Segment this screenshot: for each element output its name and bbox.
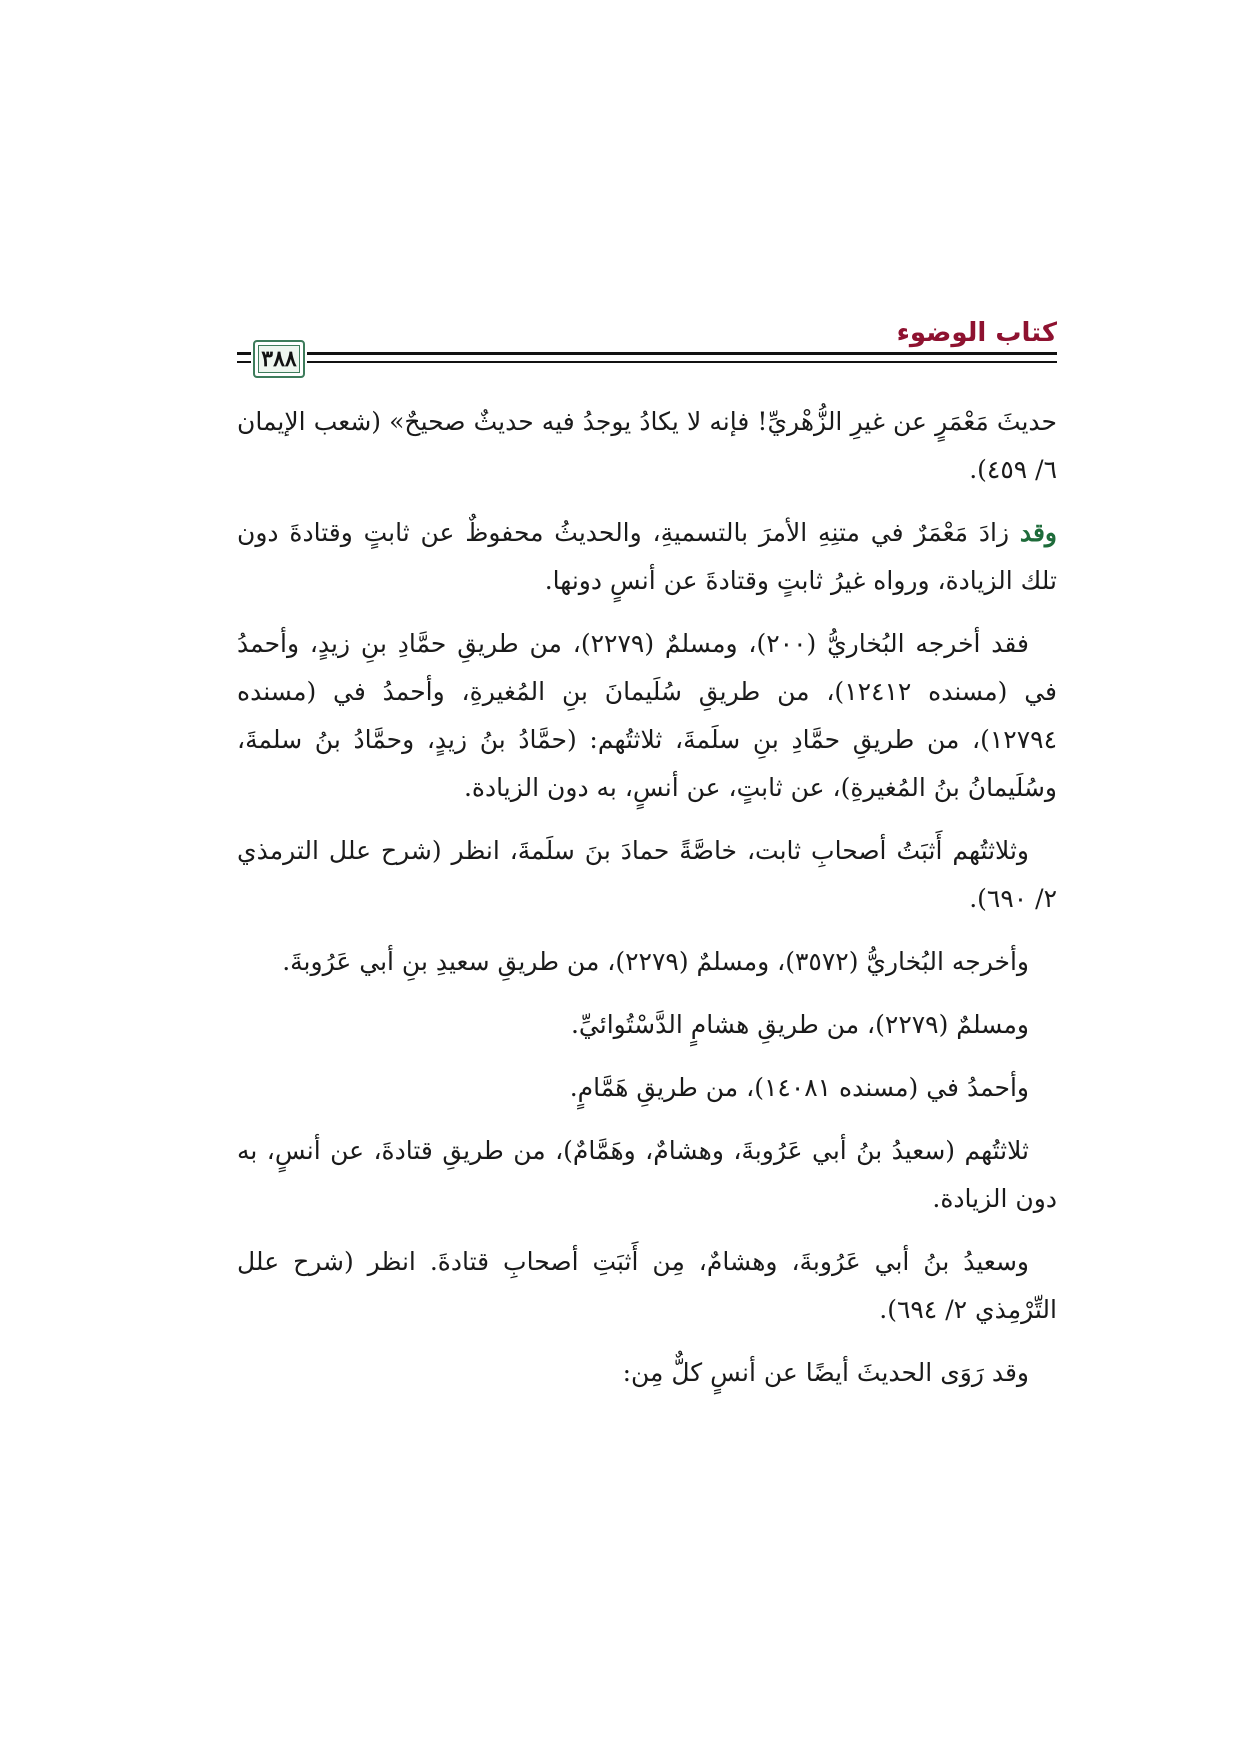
paragraph-7 bbox=[237, 1064, 1057, 1112]
paragraph-text: ومسلمٌ (٢٢٧٩)، من طريقِ هشامٍ الدَّسْتُوائيِّ. bbox=[570, 1010, 1029, 1039]
paragraph-lead-word: وقد bbox=[1019, 518, 1057, 547]
paragraph-10 bbox=[237, 1349, 1057, 1397]
paragraph-9 bbox=[237, 1238, 1057, 1334]
paragraph-text: وأخرجه البُخاريُّ (٣٥٧٢)، ومسلمٌ (٢٢٧٩)، من طريقِ سعيدِ بنِ أبي عَرُوبةَ. bbox=[282, 947, 1029, 976]
paragraph-text: وأحمدُ في (مسنده ١٤٠٨١)، من طريقِ هَمَّامٍ. bbox=[569, 1073, 1029, 1102]
paragraph-6 bbox=[237, 1001, 1057, 1049]
paragraph-text: زادَ مَعْمَرٌ في متنِهِ الأمرَ بالتسميةِ، والحديثُ محفوظٌ عن ثابتٍ وقتادةَ دون تلك الزيادة، ورواه غيرُ ثابتٍ وقتادةَ عن أنسٍ دونها. bbox=[237, 518, 1057, 595]
header-rule-thin bbox=[307, 361, 1057, 363]
paragraph-4 bbox=[237, 827, 1057, 923]
book-title: كتاب الوضوء bbox=[896, 318, 1057, 348]
paragraph-text: وقد رَوَى الحديثَ أيضًا عن أنسٍ كلٌّ مِن: bbox=[622, 1358, 1029, 1387]
paragraph-5 bbox=[237, 938, 1057, 986]
page-body bbox=[237, 398, 1057, 1412]
header-rule-left-thick bbox=[237, 352, 251, 355]
paragraph-text: ثلاثتُهم (سعيدُ بنُ أبي عَرُوبةَ، وهشامٌ، وهَمَّامٌ)، من طريقِ قتادةَ، عن أنسٍ، به دون الزيادة. bbox=[237, 1136, 1057, 1213]
header-rule-thick bbox=[307, 352, 1057, 355]
page-header bbox=[237, 318, 1057, 380]
paragraph-8 bbox=[237, 1127, 1057, 1223]
paragraph-text: وسعيدُ بنُ أبي عَرُوبةَ، وهشامٌ، مِن أَثبَتِ أصحابِ قتادةَ. انظر (شرح علل التِّرْمِذي ٢/ ٦٩٤). bbox=[237, 1247, 1057, 1324]
paragraph-2 bbox=[237, 509, 1057, 605]
paragraph-text: حديثَ مَعْمَرٍ عن غيرِ الزُّهْريِّ! فإنه لا يكادُ يوجدُ فيه حديثٌ صحيحٌ» (شعب الإيمان ٦/ ٤٥٩). bbox=[237, 407, 1057, 484]
page-number-badge bbox=[253, 340, 305, 378]
paragraph-1 bbox=[237, 398, 1057, 494]
page-number: ٣٨٨ bbox=[261, 346, 297, 372]
header-rule-left-thin bbox=[237, 361, 251, 363]
paragraph-3 bbox=[237, 620, 1057, 812]
paragraph-text: وثلاثتُهم أَثبَتُ أصحابِ ثابت، خاصَّةً حمادَ بنَ سلَمةَ، انظر (شرح علل الترمذي ٢/ ٦٩٠). bbox=[237, 836, 1057, 913]
paragraph-text: فقد أخرجه البُخاريُّ (٢٠٠)، ومسلمٌ (٢٢٧٩)، من طريقِ حمَّادِ بنِ زيدٍ، وأحمدُ في (مسنده ١٢٤١٢)، من طريقِ سُلَيمانَ بنِ المُغيرةِ، وأحمدُ في (مسنده ١٢٧٩٤)، من طريقِ حمَّادِ بنِ سلَمةَ، ثلاثتُهم: (حمَّادُ بنُ زيدٍ، وحمَّادُ بنُ سلمةَ، وسُلَيمانُ بنُ المُغيرةِ)، عن ثابتٍ، عن أنسٍ، به دون الزيادة. bbox=[237, 629, 1057, 802]
